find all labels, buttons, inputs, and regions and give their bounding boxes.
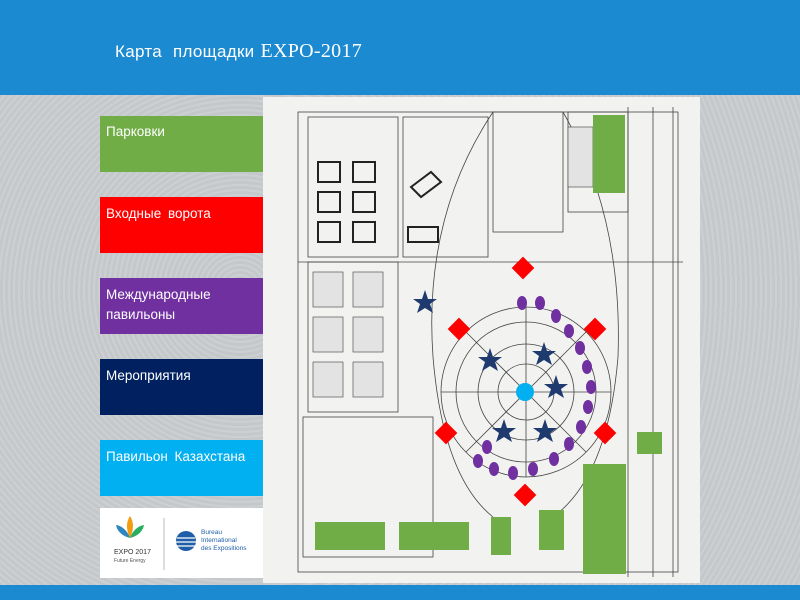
event-marker <box>478 348 502 371</box>
title-text: Карта площадки <box>115 42 255 61</box>
legend-parking <box>100 116 263 172</box>
pavilion-marker <box>575 341 585 355</box>
gate-marker <box>448 318 471 341</box>
parking-area <box>637 432 662 454</box>
pavilion-marker <box>564 437 574 451</box>
legend-parking-label: Парковки <box>106 124 165 139</box>
event-markers <box>413 290 568 442</box>
legend-intl-label: Международные павильоны <box>106 287 211 322</box>
parking-area <box>399 522 469 550</box>
gate-marker <box>584 318 607 341</box>
pavilion-marker <box>551 309 561 323</box>
legend-gates-label: Входные ворота <box>106 206 211 221</box>
bie-logo-line1: Bureau <box>201 529 222 536</box>
kazakhstan-pavilion-marker <box>516 383 534 401</box>
event-marker <box>532 342 556 365</box>
bie-logo-line2: International <box>201 537 237 544</box>
site-map-svg <box>263 97 700 583</box>
pavilion-marker <box>482 440 492 454</box>
legend-kz-label: Павильон Казахстана <box>106 449 246 464</box>
pavilion-marker <box>517 296 527 310</box>
pavilion-marker <box>508 466 518 480</box>
pavilion-marker <box>564 324 574 338</box>
event-marker <box>413 290 437 313</box>
map-buildings <box>318 162 441 242</box>
pavilion-marker <box>576 420 586 434</box>
logos-panel <box>100 508 263 578</box>
parking-area <box>593 115 625 193</box>
pavilion-marker <box>528 462 538 476</box>
pavilion-marker <box>586 380 596 394</box>
logos-svg <box>100 508 263 578</box>
pavilion-marker <box>582 360 592 374</box>
pavilion-marker <box>583 400 593 414</box>
pavilion-marker <box>473 454 483 468</box>
event-marker <box>544 375 568 398</box>
expo-logo-line2: Future Energy <box>114 558 146 564</box>
footer-bar <box>0 585 800 600</box>
gate-marker <box>594 422 617 445</box>
international-pavilions <box>473 296 596 480</box>
gate-marker <box>514 484 537 507</box>
bie-logo-line3: des Expositions <box>201 545 247 552</box>
expo-logo-line1: EXPO 2017 <box>114 549 151 556</box>
parking-area <box>583 464 626 574</box>
legend-events <box>100 359 263 415</box>
pavilion-marker <box>489 462 499 476</box>
legend-kazakhstan-pavilion <box>100 440 263 496</box>
parking-area <box>491 517 511 555</box>
legend-events-label: Мероприятия <box>106 368 191 383</box>
pavilion-marker <box>535 296 545 310</box>
legend-gates <box>100 197 263 253</box>
expo-2017-logo <box>114 516 151 564</box>
bie-logo <box>176 529 247 552</box>
parking-area <box>315 522 385 550</box>
header-bar <box>0 0 800 95</box>
site-map[interactable] <box>263 97 700 583</box>
gate-marker <box>435 422 458 445</box>
title-expo: EXPO-2017 <box>260 40 363 62</box>
parking-area <box>539 510 564 550</box>
legend-international-pavilions <box>100 278 263 334</box>
page-title <box>115 40 362 63</box>
gate-marker <box>512 257 535 280</box>
pavilion-marker <box>549 452 559 466</box>
